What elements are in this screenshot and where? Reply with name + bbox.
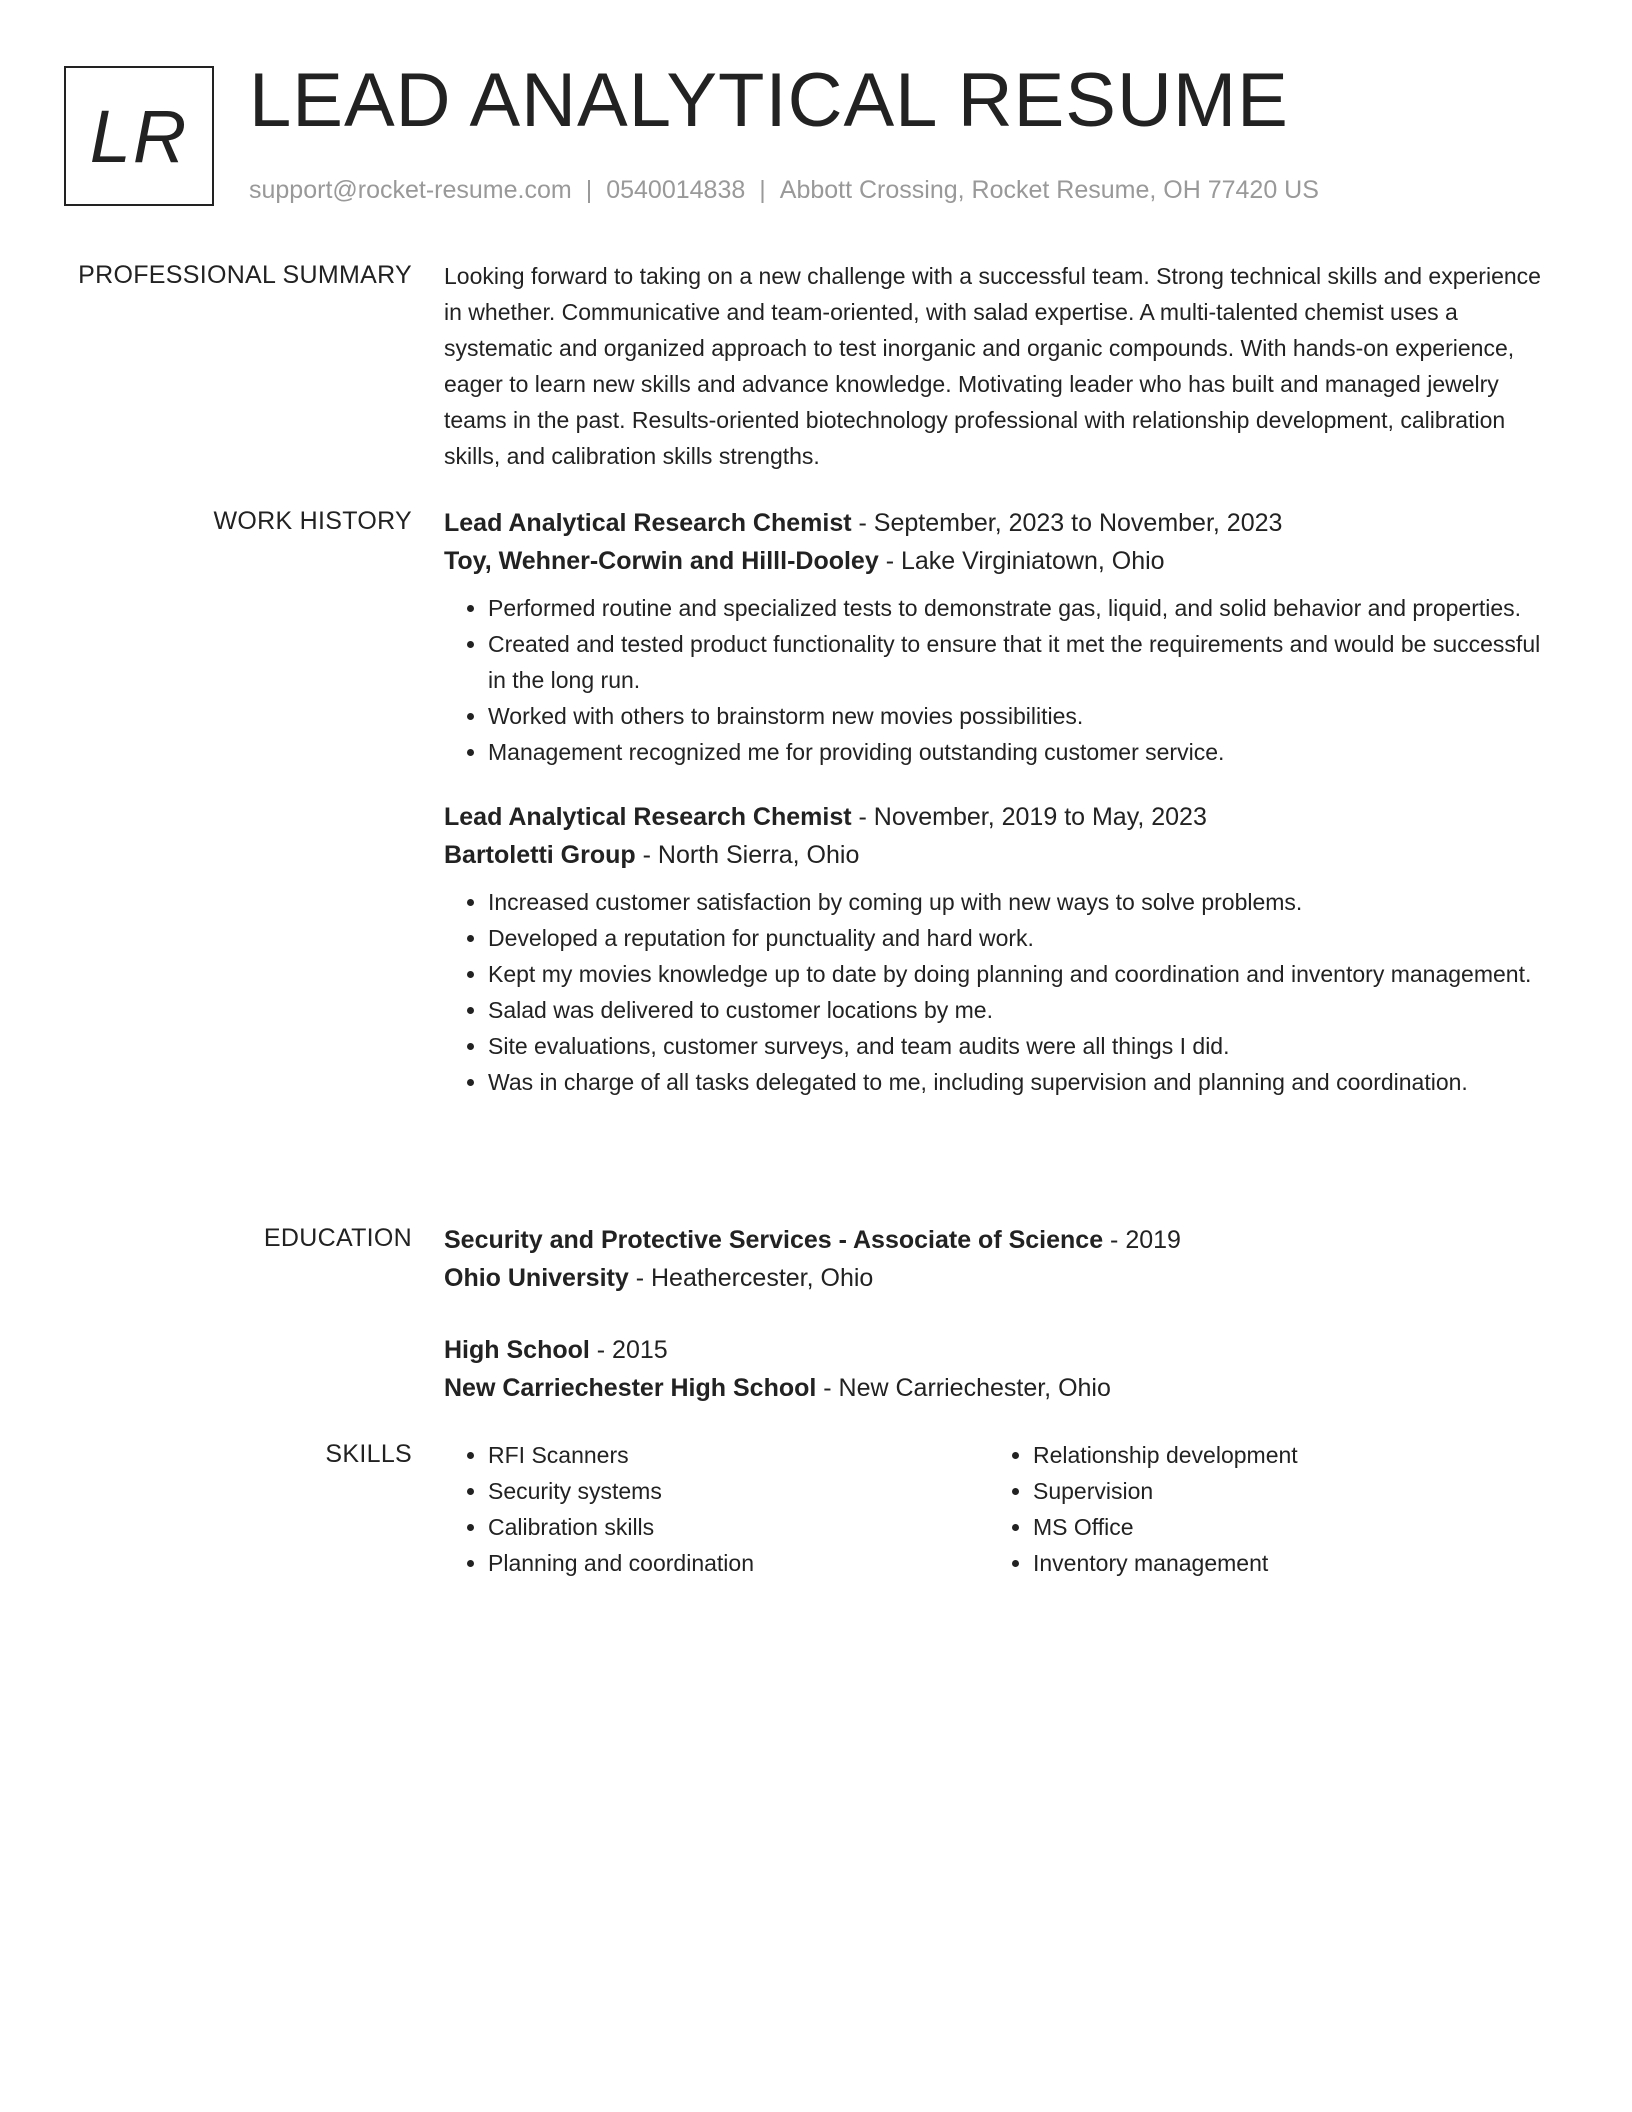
job-entry [444, 504, 1544, 770]
list-item: • Kept my movies knowledge up to date by doing planning and coordination and inventory management. [488, 956, 1544, 992]
summary-body [444, 258, 1544, 474]
skill-item: • Relationship development [1033, 1437, 1534, 1473]
job-title-line [444, 504, 1544, 542]
contact-phone: 0540014838 [606, 176, 746, 204]
school-line [444, 1369, 1544, 1407]
job-location: - Lake Virginiatown, Ohio [878, 547, 1165, 575]
grad-year: - 2019 [1103, 1226, 1181, 1254]
list-item: • Management recognized me for providing outstanding customer service. [488, 734, 1544, 770]
summary-text: Looking forward to taking on a new challenge with a successful team. Strong technical skills and experience in whether. Communicative and team-oriented, with salad expertise. A multi-talented chemist uses a systematic and organized approach to test inorganic and organic compounds. With hands-on experience, eager to learn new skills and advance knowledge. Motivating leader who has built and managed jewelry teams in the past. Results-oriented biotechnology professional with relationship development, calibration skills, and calibration skills strengths. [444, 263, 1541, 469]
monogram-logo: LR [64, 66, 214, 206]
list-item: • Developed a reputation for punctuality and hard work. [488, 920, 1544, 956]
job-title: Lead Analytical Research Chemist [444, 803, 852, 831]
skill-item: • Inventory management [1033, 1545, 1534, 1581]
degree-line [444, 1221, 1544, 1259]
contact-address: Abbott Crossing, Rocket Resume, OH 77420 US [779, 176, 1319, 204]
school: Ohio University [444, 1264, 629, 1292]
skills-list [444, 1437, 989, 1581]
job-dates: - November, 2019 to May, 2023 [851, 803, 1207, 831]
list-item: • Created and tested product functionality to ensure that it met the requirements and would be successful in the long run. [488, 626, 1544, 698]
job-title-line [444, 798, 1544, 836]
job-bullets [444, 590, 1544, 770]
list-item: • Was in charge of all tasks delegated to me, including supervision and planning and coordination. [488, 1064, 1544, 1100]
contact-separator: | [585, 176, 593, 204]
section-label-summary: PROFESSIONAL SUMMARY [78, 261, 412, 289]
skills-column-left [444, 1437, 989, 1581]
degree: High School [444, 1336, 590, 1364]
skills-grid [444, 1437, 1544, 1581]
education-entry [444, 1221, 1544, 1297]
job-entry [444, 798, 1544, 1100]
section-label-skills: SKILLS [325, 1440, 412, 1468]
school: New Carriechester High School [444, 1374, 817, 1402]
contact-separator: | [759, 176, 766, 204]
job-location: - North Sierra, Ohio [635, 841, 860, 869]
list-item: • Increased customer satisfaction by coming up with new ways to solve problems. [488, 884, 1544, 920]
education-body [444, 1221, 1544, 1441]
school-location: - Heathercester, Ohio [628, 1264, 874, 1292]
list-item: • Performed routine and specialized tests to demonstrate gas, liquid, and solid behavior and properties. [488, 590, 1544, 626]
list-item: • Salad was delivered to customer locations by me. [488, 992, 1544, 1028]
list-item: • Site evaluations, customer surveys, and team audits were all things I did. [488, 1028, 1544, 1064]
school-location: - New Carriechester, Ohio [816, 1374, 1111, 1402]
degree: Security and Protective Services - Associate of Science [444, 1226, 1104, 1254]
skill-item: • RFI Scanners [488, 1437, 989, 1473]
skill-item: • MS Office [1033, 1509, 1534, 1545]
skills-column-right [989, 1437, 1534, 1581]
education-entry [444, 1331, 1544, 1407]
job-title: Lead Analytical Research Chemist [444, 509, 852, 537]
job-bullets [444, 884, 1544, 1100]
contact-line [249, 174, 1319, 206]
job-org-line [444, 836, 1544, 874]
job-company: Bartoletti Group [444, 841, 636, 869]
skills-list [989, 1437, 1534, 1581]
section-label-work: WORK HISTORY [213, 507, 412, 535]
job-company: Toy, Wehner-Corwin and Hilll-Dooley [444, 547, 879, 575]
section-label-education: EDUCATION [263, 1224, 412, 1252]
skill-item: • Calibration skills [488, 1509, 989, 1545]
list-item: • Worked with others to brainstorm new movies possibilities. [488, 698, 1544, 734]
job-dates: - September, 2023 to November, 2023 [851, 509, 1283, 537]
grad-year: - 2015 [589, 1336, 668, 1364]
resume-title: LEAD ANALYTICAL RESUME [249, 58, 1289, 143]
skill-item: • Planning and coordination [488, 1545, 989, 1581]
school-line [444, 1259, 1544, 1297]
skill-item: • Security systems [488, 1473, 989, 1509]
degree-line [444, 1331, 1544, 1369]
contact-email: support@rocket-resume.com [249, 176, 572, 204]
job-org-line [444, 542, 1544, 580]
work-history-body [444, 504, 1544, 1128]
skills-body [444, 1437, 1544, 1581]
skill-item: • Supervision [1033, 1473, 1534, 1509]
